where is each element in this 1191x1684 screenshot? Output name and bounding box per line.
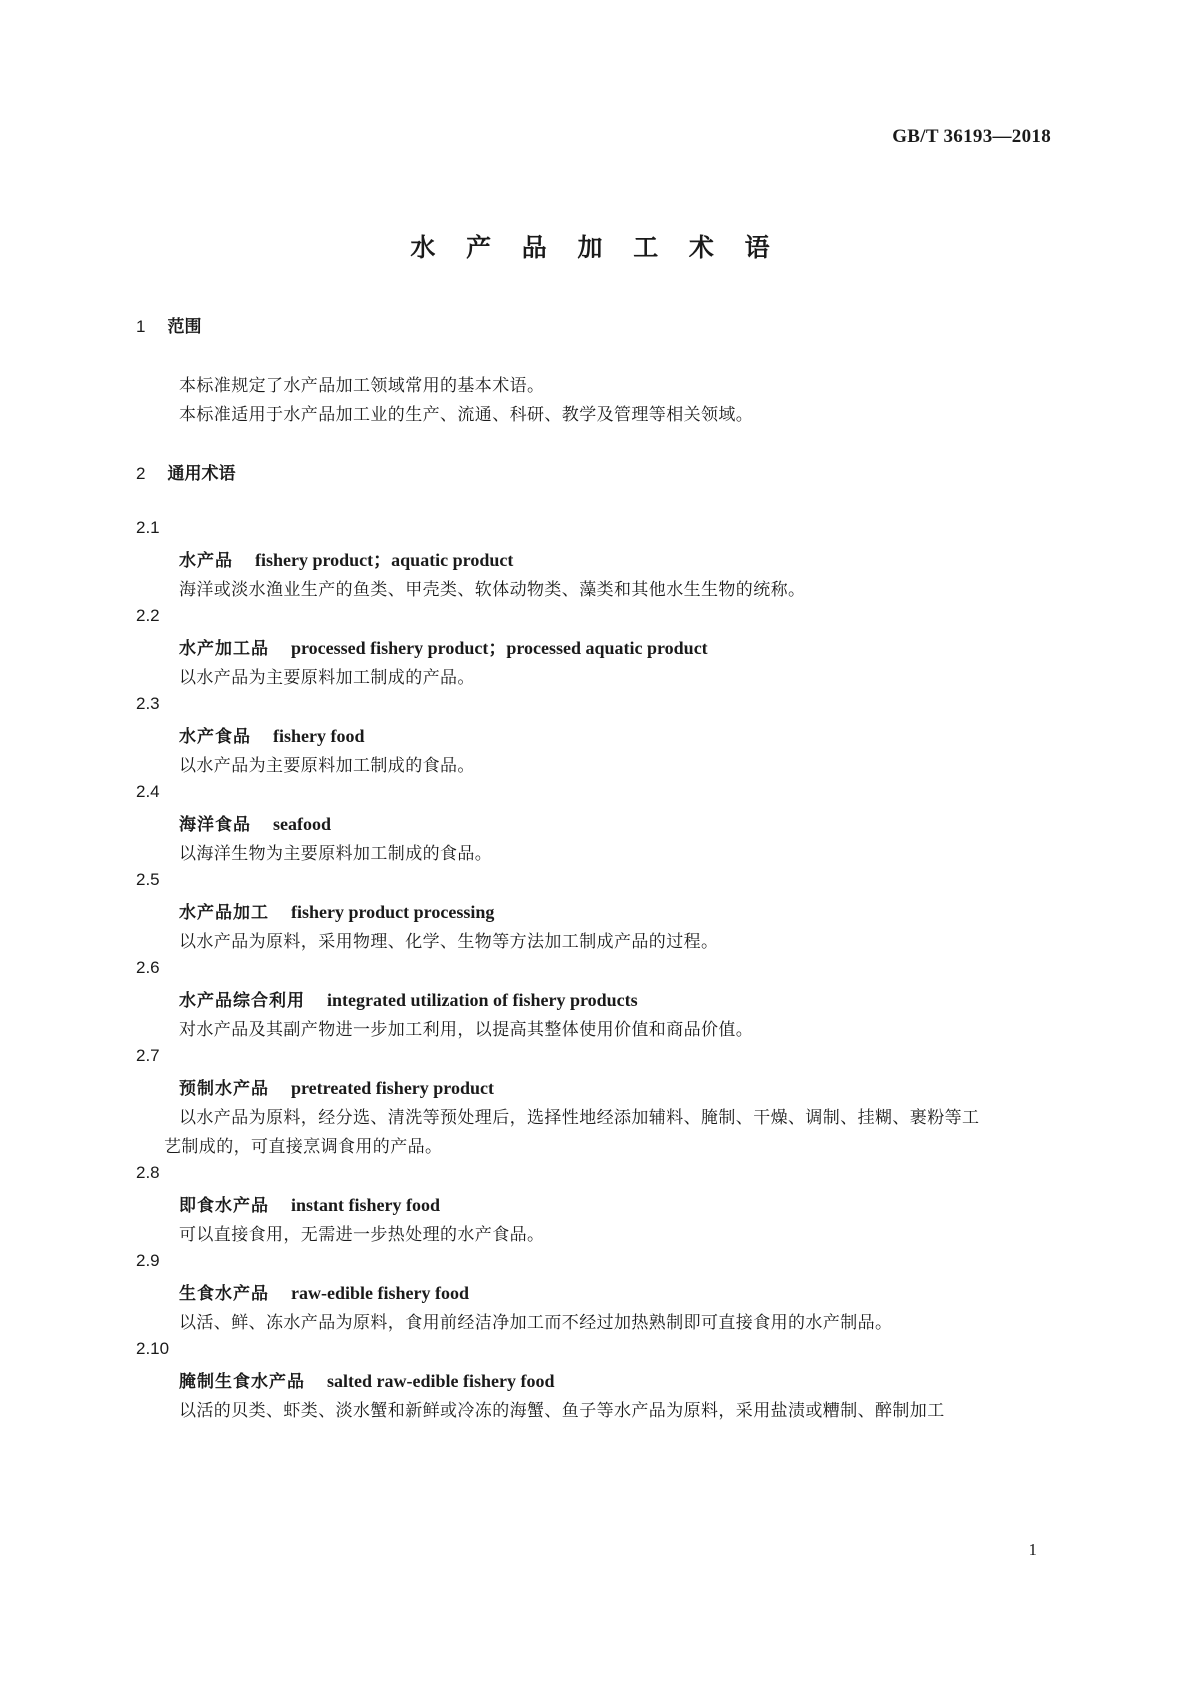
term-entry (179, 1367, 554, 1392)
term-chinese: 腌制生食水产品 (179, 1372, 305, 1392)
term-chinese: 即食水产品 (179, 1196, 269, 1216)
document-title: 水 产 品 加 工 术 语 (410, 233, 781, 262)
term-chinese: 水产品 (179, 551, 233, 571)
term-chinese: 生食水产品 (179, 1284, 269, 1304)
section-title: 范围 (167, 317, 202, 337)
term-definition: 以水产品为主要原料加工制成的产品。 (179, 668, 475, 688)
term-english: salted raw-edible fishery food (327, 1371, 555, 1391)
term-english: fishery product；aquatic product (255, 550, 514, 570)
term-definition: 以活、鲜、冻水产品为原料，食用前经洁净加工而不经过加热熟制即可直接食用的水产制品。 (179, 1313, 893, 1333)
term-entry (179, 986, 638, 1011)
term-number: 2.10 (136, 1339, 170, 1358)
term-chinese: 水产品加工 (179, 903, 269, 923)
term-number: 2.7 (136, 1046, 160, 1065)
term-number: 2.9 (136, 1251, 160, 1270)
term-english: integrated utilization of fishery products (327, 990, 638, 1010)
term-entry (179, 1191, 440, 1216)
page-number: 1 (1028, 1540, 1037, 1559)
term-english: fishery food (273, 726, 365, 746)
term-english: raw-edible fishery food (291, 1283, 469, 1303)
term-definition: 以水产品为原料，采用物理、化学、生物等方法加工制成产品的过程。 (179, 932, 719, 952)
term-number: 2.5 (136, 870, 160, 889)
term-english: processed fishery product；processed aquatic product (291, 638, 708, 658)
term-number: 2.1 (136, 518, 160, 537)
term-entry (179, 810, 331, 835)
term-chinese: 水产加工品 (179, 639, 269, 659)
term-entry (179, 898, 494, 923)
term-entry (179, 722, 365, 747)
term-definition: 以水产品为原料，经分选、清洗等预处理后，选择性地经添加辅料、腌制、干燥、调制、挂糊、裹粉等工 (179, 1108, 980, 1128)
section-2-heading (136, 459, 235, 484)
term-definition: 海洋或淡水渔业生产的鱼类、甲壳类、软体动物类、藻类和其他水生生物的统称。 (179, 580, 806, 600)
term-definition: 以水产品为主要原料加工制成的食品。 (179, 756, 475, 776)
term-entry (179, 546, 513, 572)
term-english: seafood (273, 814, 331, 834)
term-number: 2.6 (136, 958, 160, 977)
term-chinese: 预制水产品 (179, 1079, 269, 1099)
section-number: 2 (136, 464, 146, 483)
scope-paragraph: 本标准适用于水产品加工业的生产、流通、科研、教学及管理等相关领域。 (179, 405, 754, 425)
term-english: instant fishery food (291, 1195, 441, 1215)
scope-paragraph: 本标准规定了水产品加工领域常用的基本术语。 (179, 376, 545, 396)
term-entry (179, 634, 708, 660)
term-number: 2.2 (136, 606, 160, 625)
term-entry (179, 1279, 469, 1304)
standard-code: GB/T 36193—2018 (892, 126, 1051, 147)
term-number: 2.4 (136, 782, 160, 801)
term-definition-continuation: 艺制成的，可直接烹调食用的产品。 (164, 1137, 443, 1157)
section-number: 1 (136, 317, 146, 336)
term-entry (179, 1074, 494, 1099)
term-chinese: 水产品综合利用 (179, 991, 305, 1011)
term-english: fishery product processing (291, 902, 495, 922)
term-number: 2.8 (136, 1163, 160, 1182)
term-definition: 以活的贝类、虾类、淡水蟹和新鲜或冷冻的海蟹、鱼子等水产品为原料，采用盐渍或糟制、醉制加工 (179, 1401, 945, 1421)
term-definition: 对水产品及其副产物进一步加工利用，以提高其整体使用价值和商品价值。 (179, 1020, 754, 1040)
term-chinese: 海洋食品 (179, 815, 251, 835)
term-english: pretreated fishery product (291, 1078, 494, 1098)
section-1-heading (136, 312, 201, 337)
term-definition: 以海洋生物为主要原料加工制成的食品。 (179, 844, 493, 864)
term-number: 2.3 (136, 694, 160, 713)
section-title: 通用术语 (167, 464, 236, 484)
term-definition: 可以直接食用，无需进一步热处理的水产食品。 (179, 1225, 545, 1245)
term-chinese: 水产食品 (179, 727, 251, 747)
